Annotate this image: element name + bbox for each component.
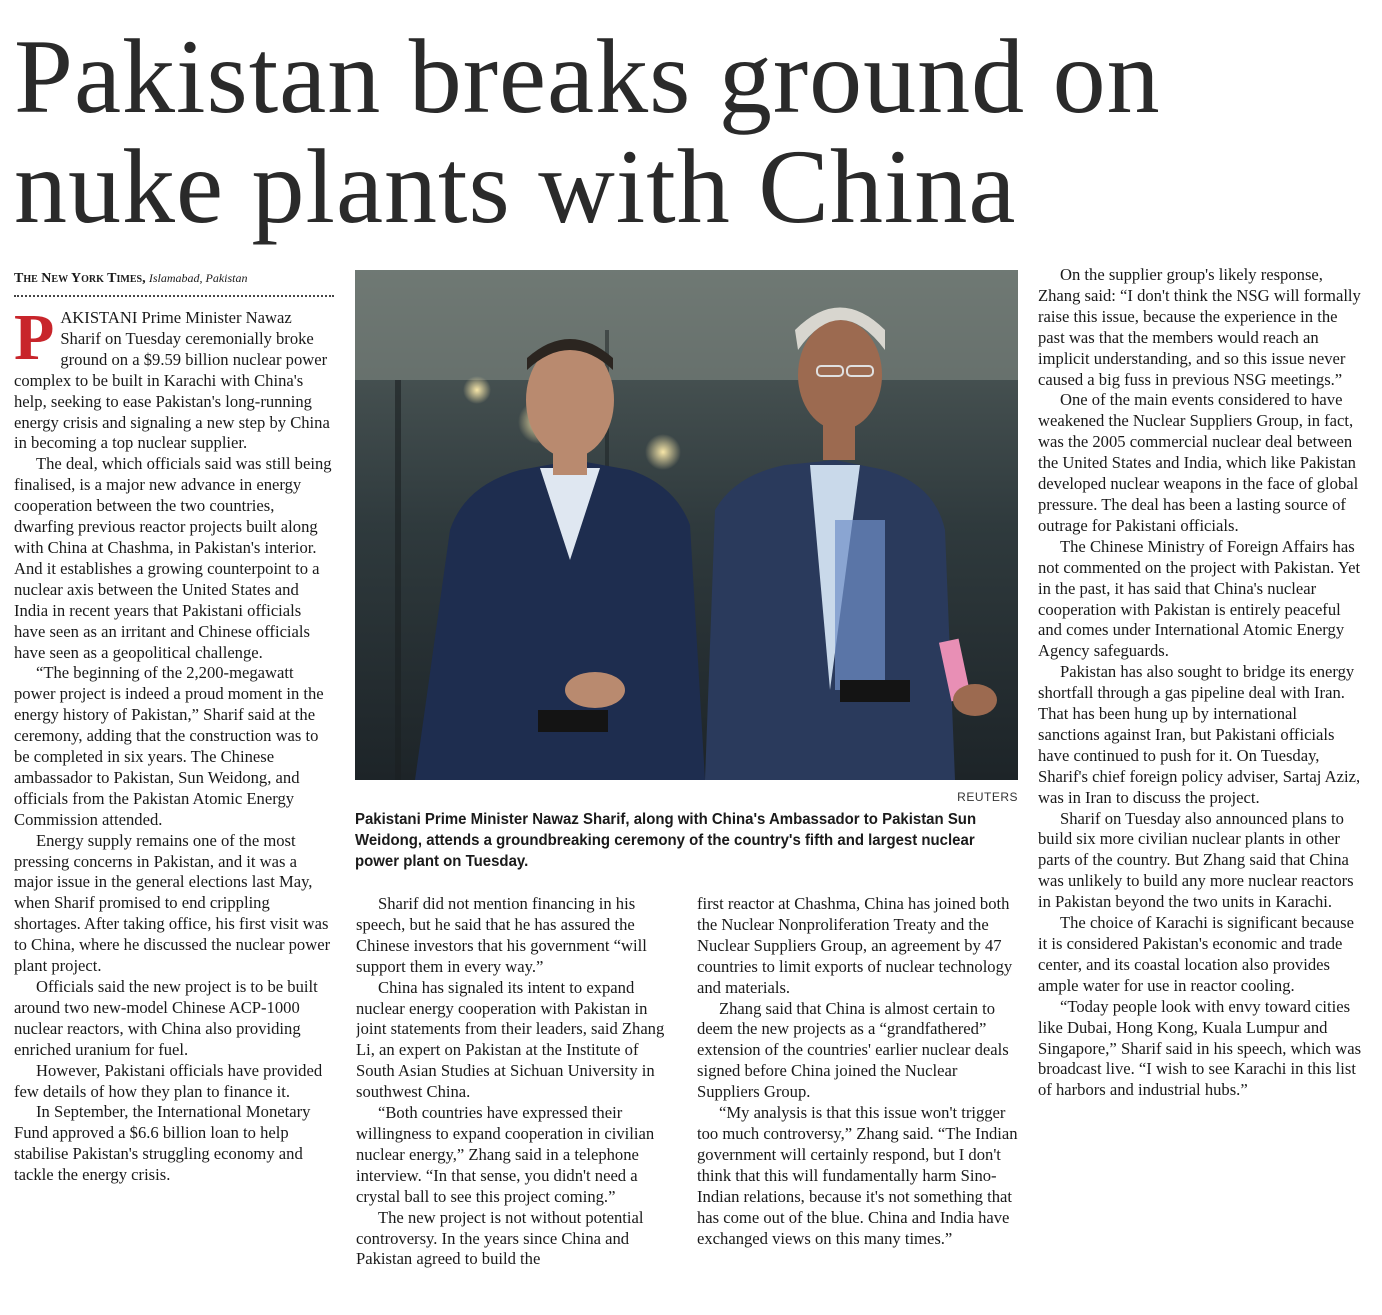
paragraph: “Today people look with envy toward cities like Dubai, Hong Kong, Kuala Lumpur and Singapore,” Sharif said in his speech, which was broadcast live. “I wish to see Karachi in this list of harbors and industrial hubs.”: [1038, 996, 1362, 1100]
paragraph: first reactor at Chashma, China has joined both the Nuclear Nonproliferation Treaty and the Nuclear Suppliers Group, an agreement by 47 countries to limit exports of nuclear technology and materials.: [697, 894, 1013, 997]
article-column-1: [14, 308, 336, 1315]
paragraph: However, Pakistani officials have provided few details of how they plan to finance it.: [14, 1060, 323, 1101]
paragraph: Energy supply remains one of the most pressing concerns in Pakistan, and it was a major issue in the general elections last May, when Sharif promised to end crippling shortages. After taking office, his first visit was to China, where he discussed the nuclear power plant project.: [14, 830, 331, 976]
paragraph: China has signaled its intent to expand nuclear energy cooperation with Pakistan in joint statements from their leaders, said Zhang Li, an expert on Pakistan at the Institute of South Asian Studies at Sichuan University in southwest China.: [356, 977, 665, 1102]
paragraph: The deal, which officials said was still being finalised, is a major new advance in energy cooperation between the two countries, dwarfing previous reactor projects built along with China at Chashma, in Pakistan's interior. And it establishes a growing counterpoint to a nuclear axis between the United States and India in recent years that Pakistani officials have seen as an irritant and Chinese officials have seen as a geopolitical challenge.: [14, 454, 332, 662]
paragraph: Sharif did not mention financing in his speech, but he said that he has assured the Chinese investors that his government “will support them in every way.”: [356, 894, 647, 976]
byline: [14, 270, 334, 297]
article-column-4: [1038, 265, 1362, 1315]
paragraph: One of the main events considered to have weakened the Nuclear Suppliers Group, in fact, was the 2005 commercial nuclear deal between the United States and India, which like Pakistan developed nuclear weapons in the face of global pressure. The deal has been a lasting source of outrage for Pakistani officials.: [1038, 390, 1359, 535]
paragraph: Sharif on Tuesday also announced plans to build six more civilian nuclear plants in other parts of the country. But Zhang said that China was unlikely to build any more nuclear reactors in Pakistan beyond the two units in Karachi.: [1038, 808, 1354, 912]
paragraph: “The beginning of the 2,200-megawatt power project is indeed a proud moment in the energy history of Pakistan,” Sharif said at the ceremony, adding that the construction was to be completed in six years. The Chinese ambassador to Pakistan, Sun Weidong, and officials from the Pakistan Atomic Energy Commission attended.: [14, 663, 324, 829]
paragraph: In September, the International Monetary Fund approved a $6.6 billion loan to help stabilise Pakistan's struggling economy and tackle the energy crisis.: [14, 1102, 311, 1185]
paragraph: Pakistan has also sought to bridge its energy shortfall through a gas pipeline deal with Iran. That has been hung up by international sanctions against Iran, but Pakistani officials have continued to push for it. On Tuesday, Sharif's chief foreign policy adviser, Sartaj Aziz, was in Iran to discuss the project.: [1038, 662, 1361, 807]
drop-cap: P: [14, 308, 55, 374]
paragraph: The new project is not without potential controversy. In the years since China and Pakistan agreed to build the: [356, 1207, 644, 1269]
byline-location: Islamabad, Pakistan: [148, 271, 248, 285]
article-column-2: [356, 894, 674, 1315]
news-photo: [355, 270, 1018, 780]
article-column-3: [697, 894, 1019, 1315]
headline: Pakistan breaks ground on nuke plants with China: [14, 18, 1161, 245]
paragraph: Zhang said that China is almost certain to deem the new projects as a “grandfathered” extension of the countries' earlier nuclear deals signed before China joined the Nuclear Suppliers Group.: [697, 998, 1009, 1102]
paragraph: “My analysis is that this issue won't trigger too much controversy,” Zhang said. “The Indian government will certainly respond, but I don't think that this will fundamentally harm Sino-Indian relations, because it's not something that has come out of the blue. China and India have exchanged views on this many times.”: [697, 1103, 1018, 1248]
paragraph: The choice of Karachi is significant because it is considered Pakistan's economic and trade center, and its coastal location also provides ample water for use in reactor cooling.: [1038, 913, 1354, 995]
paragraph: “Both countries have expressed their willingness to expand cooperation in civilian nuclear energy,” Zhang said in a telephone interview. “In that sense, you didn't need a crystal ball to see this project coming.”: [356, 1103, 655, 1206]
paragraph: PAKISTANI Prime Minister Nawaz Sharif on Tuesday ceremonially broke ground on a $9.59 billion nuclear power complex to be built in Karachi with China's help, seeking to ease Pakistan's long-running energy crisis and signaling a new step by China in becoming a top nuclear supplier.: [14, 308, 330, 453]
paragraph: The Chinese Ministry of Foreign Affairs has not commented on the project with Pakistan. Yet in the past, it has said that China's nuclear cooperation with Pakistan is entirely peaceful and comes under International Atomic Energy Agency safeguards.: [1038, 536, 1361, 661]
paragraph: On the supplier group's likely response, Zhang said: “I don't think the NSG will formally raise this issue, because the experience in the past was that the members would reach an implicit understanding, and so this issue never caused a big fuss in previous NSG meetings.”: [1038, 265, 1361, 389]
photo-caption: Pakistani Prime Minister Nawaz Sharif, along with China's Ambassador to Pakistan Sun Weidong, attends a groundbreaking ceremony of the country's fifth and largest nuclear power plant on Tuesday.: [355, 811, 977, 870]
paragraph: Officials said the new project is to be built around two new-model Chinese ACP-1000 nuclear reactors, with China also providing enriched uranium for fuel.: [14, 977, 318, 1059]
photo-illustration: [355, 270, 1018, 780]
photo-credit: REUTERS: [957, 790, 1018, 804]
byline-source: The New York Times,: [14, 271, 146, 286]
